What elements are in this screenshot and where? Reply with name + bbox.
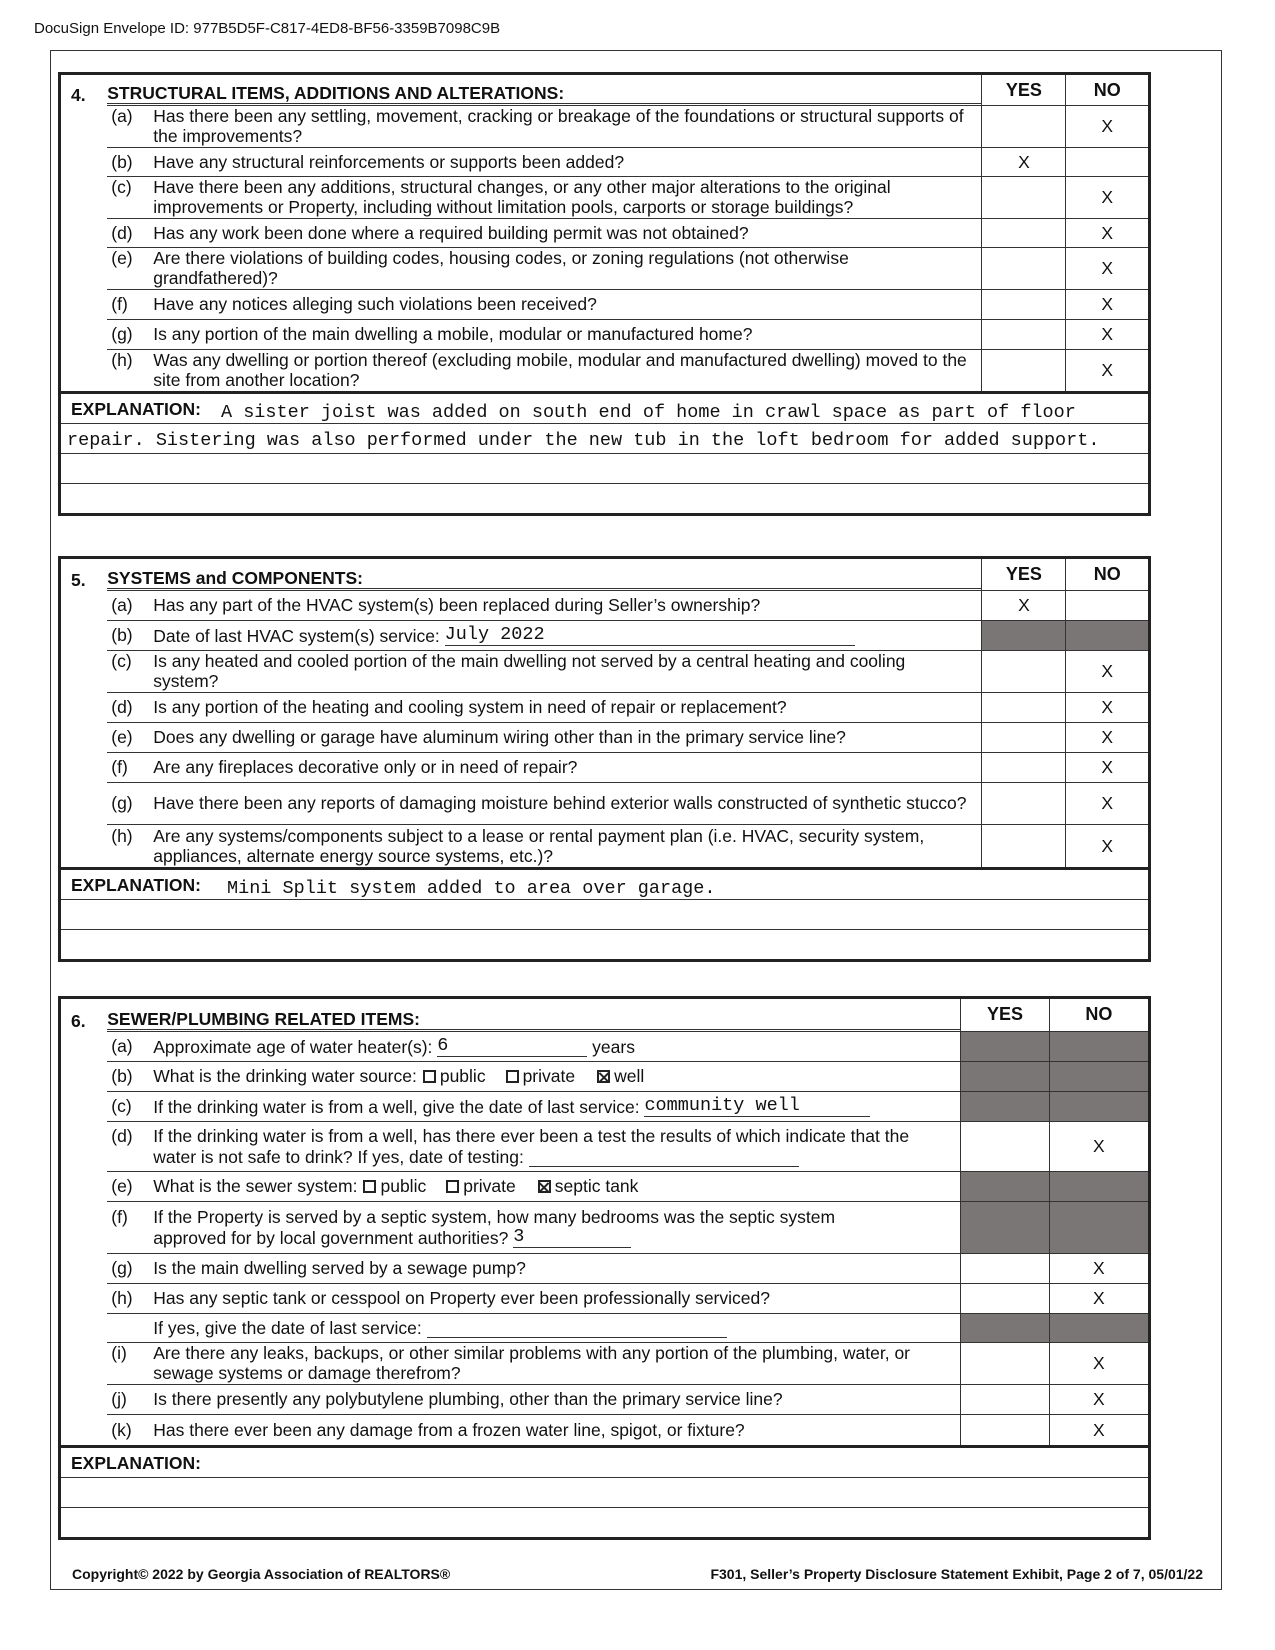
question-letter: (f) (111, 294, 128, 314)
question-letter: (i) (111, 1343, 127, 1363)
question-text: Has any septic tank or cesspool on Property ever been professionally serviced? (153, 1288, 770, 1308)
question-letter: (d) (111, 222, 133, 243)
explanation-line[interactable] (61, 1448, 1148, 1477)
question-text: Are there any leaks, backups, or other similar problems with any portion of the plumbing, water, or sewage systems or damage therefrom? (153, 1343, 911, 1383)
question-letter: (b) (111, 151, 133, 172)
yes-answer[interactable] (982, 319, 1066, 349)
section-5-systems (58, 556, 1151, 962)
question-text: Has there been any settling, movement, cracking or breakage of the foundations or structural supports of the improvements? (153, 106, 964, 146)
option-label: public (439, 1066, 486, 1086)
section-number: 5. (71, 570, 86, 590)
question-text: Does any dwelling or garage have aluminum wiring other than in the primary service line? (153, 727, 846, 747)
years-suffix: years (592, 1036, 635, 1057)
public-water-checkbox[interactable] (423, 1070, 436, 1083)
shaded-cell (1066, 620, 1148, 650)
question-row (61, 1061, 1148, 1091)
no-answer[interactable]: X (1066, 289, 1148, 319)
question-row (61, 752, 1148, 782)
yes-column-header: YES (982, 559, 1066, 590)
question-row (61, 218, 1148, 247)
yes-answer[interactable] (982, 692, 1066, 722)
no-answer[interactable]: X (1066, 176, 1148, 218)
envelope-id: DocuSign Envelope ID: 977B5D5F-C817-4ED8-BF56-3359B7098C9B (34, 20, 501, 37)
option-label: private (463, 1176, 516, 1196)
no-answer[interactable]: X (1049, 1253, 1148, 1283)
explanation-line[interactable] (61, 1507, 1148, 1537)
yes-answer[interactable]: X (982, 590, 1066, 620)
question-row (61, 349, 1148, 391)
question-row (61, 319, 1148, 349)
question-letter: (g) (111, 324, 133, 344)
explanation-line[interactable] (61, 483, 1148, 513)
question-text: Are there violations of building codes, housing codes, or zoning regulations (not otherwise grandfathered)? (153, 248, 849, 288)
question-row (61, 1253, 1148, 1283)
question-letter: (e) (111, 1176, 133, 1196)
question-letter: (k) (111, 1419, 132, 1440)
yes-answer[interactable] (982, 349, 1066, 391)
shaded-cell (961, 1091, 1049, 1121)
question-row (61, 1283, 1148, 1313)
section-title: STRUCTURAL ITEMS, ADDITIONS AND ALTERATIONS: (107, 83, 981, 104)
explanation-text: A sister joist was added on south end of home in crawl space as part of floor (221, 402, 1076, 423)
copyright-footer: Copyright© 2022 by Georgia Association of REALTORS® (72, 1566, 451, 1582)
question-row (61, 650, 1148, 692)
question-letter: (b) (111, 1066, 133, 1086)
no-answer[interactable]: X (1066, 349, 1148, 391)
question-text: Is there presently any polybutylene plumbing, other than the primary service line? (153, 1389, 783, 1409)
shaded-cell (961, 1171, 1049, 1201)
question-text: Has any work been done where a required building permit was not obtained? (153, 222, 749, 243)
yes-answer[interactable] (961, 1121, 1049, 1171)
shaded-cell (961, 1201, 1049, 1253)
question-text: Is any portion of the heating and cooling system in need of repair or replacement? (153, 697, 787, 717)
no-answer[interactable]: X (1066, 722, 1148, 752)
question-letter: (d) (111, 697, 133, 717)
no-answer[interactable]: X (1049, 1283, 1148, 1313)
yes-answer[interactable]: X (982, 147, 1066, 176)
question-letter: (f) (111, 1206, 128, 1227)
question-letter: (h) (111, 350, 133, 371)
explanation-block (61, 391, 1148, 513)
question-letter: (c) (111, 1095, 132, 1116)
yes-answer[interactable] (982, 105, 1066, 147)
question-row (61, 1414, 1148, 1445)
question-letter: (a) (111, 106, 133, 126)
no-answer[interactable]: X (1049, 1384, 1148, 1414)
explanation-line[interactable] (61, 394, 1148, 423)
private-sewer-checkbox[interactable] (446, 1180, 459, 1193)
septic-bedrooms-field[interactable]: 3 (513, 1227, 631, 1248)
explanation-text: Mini Split system added to area over garage. (227, 878, 716, 899)
question-row (61, 1091, 1148, 1121)
question-row (61, 1171, 1148, 1201)
section-6-sewer-plumbing (58, 996, 1151, 1540)
question-letter: (a) (111, 595, 133, 615)
no-answer[interactable]: X (1066, 824, 1148, 867)
no-answer[interactable]: X (1066, 650, 1148, 692)
question-row (61, 1313, 1148, 1342)
septic-service-date-field[interactable] (427, 1317, 727, 1338)
no-answer[interactable] (1066, 590, 1148, 620)
question-letter: (a) (111, 1035, 133, 1056)
yes-answer[interactable] (961, 1283, 1049, 1313)
option-label: private (522, 1066, 576, 1086)
no-answer[interactable]: X (1066, 218, 1148, 247)
question-row (61, 692, 1148, 722)
question-row (61, 722, 1148, 752)
section-4-structural (58, 72, 1151, 516)
section-number: 4. (71, 85, 86, 105)
option-label: septic tank (554, 1176, 639, 1196)
option-label: public (380, 1176, 427, 1196)
no-answer[interactable]: X (1066, 752, 1148, 782)
septic-tank-checkbox[interactable] (538, 1180, 551, 1193)
yes-answer[interactable] (982, 752, 1066, 782)
public-sewer-checkbox[interactable] (363, 1180, 376, 1193)
private-water-checkbox[interactable] (506, 1070, 519, 1083)
explanation-line[interactable] (61, 929, 1148, 959)
yes-answer[interactable] (982, 289, 1066, 319)
form-id-footer: F301, Seller’s Property Disclosure Statement Exhibit, Page 2 of 7, 05/01/22 (710, 1566, 1203, 1582)
question-text: Have any notices alleging such violations been received? (153, 294, 597, 314)
question-letter: (f) (111, 757, 128, 777)
well-service-date-field[interactable]: community well (644, 1096, 870, 1117)
shaded-cell (1049, 1091, 1148, 1121)
question-row (61, 1031, 1148, 1061)
question-text: Is any portion of the main dwelling a mobile, modular or manufactured home? (153, 324, 753, 344)
yes-answer[interactable] (982, 247, 1066, 289)
yes-answer[interactable] (982, 722, 1066, 752)
question-letter: (h) (111, 1288, 133, 1308)
question-text: Date of last HVAC system(s) service: (153, 625, 440, 646)
question-text: approved for by local government authorities? (153, 1227, 509, 1248)
shaded-cell (1049, 1313, 1148, 1342)
question-letter: (g) (111, 1258, 133, 1278)
question-text: If the Property is served by a septic system, how many bedrooms was the septic system (153, 1206, 836, 1227)
yes-answer[interactable] (982, 176, 1066, 218)
section-title: SEWER/PLUMBING RELATED ITEMS: (107, 1009, 960, 1030)
shaded-cell (961, 1061, 1049, 1091)
question-row (61, 824, 1148, 867)
question-letter: (j) (111, 1389, 127, 1409)
question-row (61, 176, 1148, 218)
yes-answer[interactable] (982, 824, 1066, 867)
shaded-cell (961, 1031, 1049, 1061)
explanation-label: EXPLANATION: (71, 1453, 201, 1473)
explanation-block (61, 1445, 1148, 1537)
question-text: Was any dwelling or portion thereof (excluding mobile, modular and manufactured dwelling) moved to the site from another location? (153, 350, 967, 391)
question-text: Have there been any additions, structural changes, or any other major alterations to the original improvements or Property, including without limitation pools, carports or storage buildings? (153, 177, 891, 217)
question-row (61, 1201, 1148, 1253)
no-answer[interactable]: X (1066, 782, 1148, 824)
question-row (61, 1384, 1148, 1414)
question-letter: (e) (111, 248, 133, 268)
explanation-line[interactable] (61, 870, 1148, 899)
no-answer[interactable]: X (1049, 1121, 1148, 1171)
no-column-header: NO (1066, 75, 1148, 105)
well-water-checkbox[interactable] (597, 1070, 610, 1083)
shaded-cell (1049, 1061, 1148, 1091)
yes-answer[interactable] (961, 1342, 1049, 1384)
yes-answer[interactable] (982, 218, 1066, 247)
question-text: Have any structural reinforcements or supports been added? (153, 151, 625, 172)
question-text: If the drinking water is from a well, give the date of last service: (153, 1096, 640, 1117)
question-row (61, 247, 1148, 289)
section-5-table (61, 559, 1148, 867)
question-letter: (c) (111, 177, 132, 197)
yes-column-header: YES (982, 75, 1066, 105)
question-row (61, 147, 1148, 176)
shaded-cell (1049, 1171, 1148, 1201)
no-answer[interactable]: X (1066, 319, 1148, 349)
question-text: Has there ever been any damage from a frozen water line, spigot, or fixture? (153, 1419, 745, 1440)
explanation-text: repair. Sistering was also performed under the new tub in the loft bedroom for added support. (67, 430, 1100, 451)
no-column-header: NO (1066, 559, 1148, 590)
shaded-cell (982, 620, 1066, 650)
no-answer[interactable]: X (1066, 105, 1148, 147)
question-text: Approximate age of water heater(s): (153, 1036, 433, 1057)
question-letter: (c) (111, 651, 132, 671)
question-text: Is the main dwelling served by a sewage pump? (153, 1258, 526, 1278)
question-letter: (h) (111, 825, 133, 846)
water-heater-age-field[interactable]: 6 (437, 1036, 587, 1057)
yes-answer[interactable] (961, 1414, 1049, 1445)
section-title: SYSTEMS and COMPONENTS: (107, 568, 981, 589)
yes-column-header: YES (961, 999, 1049, 1031)
question-text: What is the sewer system: (153, 1176, 358, 1196)
question-letter: (b) (111, 624, 133, 645)
yes-answer[interactable] (961, 1253, 1049, 1283)
question-row (61, 1121, 1148, 1171)
question-row (61, 620, 1148, 650)
yes-answer[interactable] (961, 1384, 1049, 1414)
explanation-label: EXPLANATION: (71, 875, 201, 895)
question-text: What is the drinking water source: (153, 1066, 417, 1086)
option-label: well (614, 1066, 645, 1086)
question-row (61, 782, 1148, 824)
question-text: If yes, give the date of last service: (153, 1318, 422, 1338)
no-answer[interactable]: X (1049, 1342, 1148, 1384)
no-answer[interactable]: X (1066, 692, 1148, 722)
explanation-line[interactable] (61, 1477, 1148, 1507)
no-answer[interactable] (1066, 147, 1148, 176)
question-text: Are any fireplaces decorative only or in need of repair? (153, 757, 578, 777)
question-letter: (e) (111, 727, 133, 747)
question-text: Has any part of the HVAC system(s) been replaced during Seller’s ownership? (153, 595, 761, 615)
question-text: Are any systems/components subject to a lease or rental payment plan (i.e. HVAC, security system, appliances, alternate energy source systems, etc.)? (153, 825, 925, 866)
yes-answer[interactable] (982, 650, 1066, 692)
question-row (61, 289, 1148, 319)
section-number: 6. (71, 1011, 86, 1031)
question-row (61, 590, 1148, 620)
yes-answer[interactable] (982, 782, 1066, 824)
hvac-service-date-field[interactable]: July 2022 (445, 625, 855, 646)
question-text: Is any heated and cooled portion of the main dwelling not served by a central heating and cooling system? (153, 651, 906, 691)
section-4-table (61, 75, 1148, 391)
water-test-date-field[interactable] (529, 1146, 799, 1167)
no-answer[interactable]: X (1049, 1414, 1148, 1445)
explanation-block (61, 867, 1148, 959)
shaded-cell (961, 1313, 1049, 1342)
shaded-cell (1049, 1201, 1148, 1253)
explanation-line[interactable] (61, 453, 1148, 483)
question-text: If the drinking water is from a well, has there ever been a test the results of which indicate that the water is not safe to drink? If yes, date of testing: (153, 1125, 910, 1167)
no-column-header: NO (1049, 999, 1148, 1031)
no-answer[interactable]: X (1066, 247, 1148, 289)
question-letter: (g) (111, 793, 133, 813)
explanation-line[interactable] (61, 899, 1148, 929)
question-row (61, 1342, 1148, 1384)
section-6-table (61, 999, 1148, 1445)
explanation-line[interactable] (61, 423, 1148, 453)
question-text: Have there been any reports of damaging moisture behind exterior walls constructed of synthetic stucco? (153, 793, 967, 813)
question-letter: (d) (111, 1125, 133, 1146)
question-row (61, 105, 1148, 147)
shaded-cell (1049, 1031, 1148, 1061)
explanation-label: EXPLANATION: (71, 399, 201, 419)
